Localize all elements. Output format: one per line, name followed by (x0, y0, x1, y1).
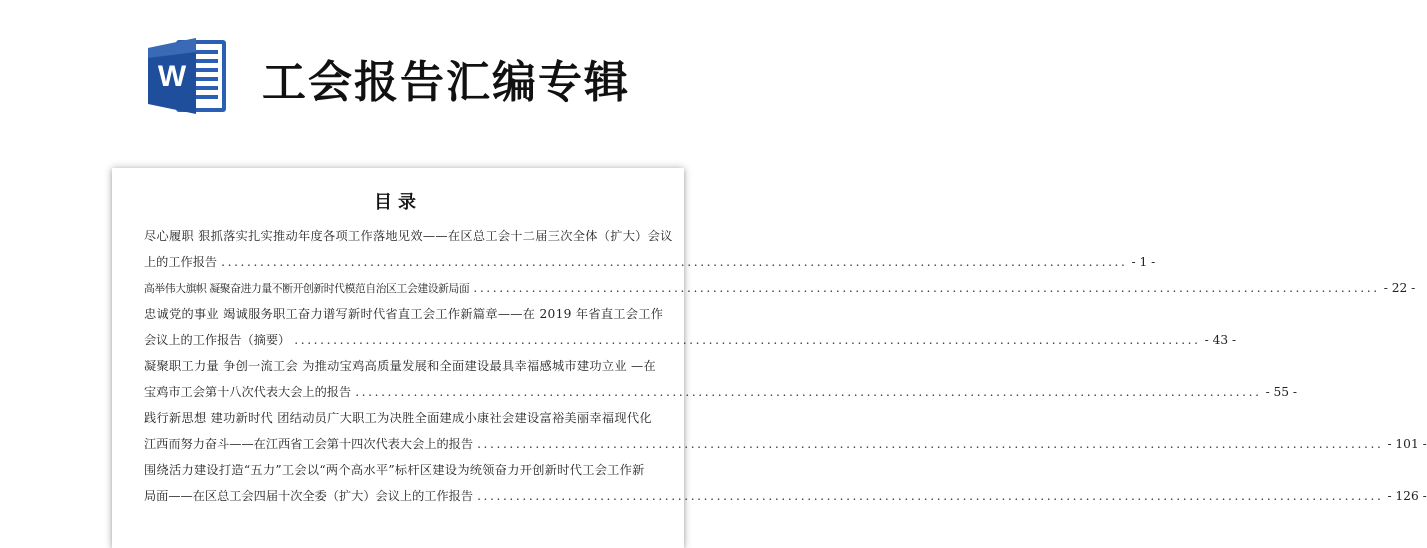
dot-leader: ............................................................................................................................................ (473, 281, 1380, 295)
toc-page-number: - 22 - (1383, 281, 1416, 295)
toc-entry-text: 会议上的工作报告（摘要） (144, 333, 291, 347)
toc-heading: 目录 (374, 192, 422, 213)
toc-entry-text: 局面——在区总工会四届十次全委（扩大）会议上的工作报告 (144, 489, 474, 503)
toc-page-number: - 1 - (1131, 255, 1156, 269)
logo-letter: W (157, 60, 187, 93)
header-band (0, 0, 800, 160)
word-logo-icon (146, 34, 230, 118)
dot-leader: ............................................................................................................................................ (221, 255, 1128, 269)
page-title: 工会报告汇编专辑 (262, 57, 630, 108)
toc-page-number: - 43 - (1204, 333, 1237, 347)
dot-leader: ............................................................................................................................................ (294, 333, 1201, 347)
toc-entry-6-line-1[interactable]: 围绕活力建设打造“五力”工会以“两个高水平”标杆区建设为统领奋力开创新时代工会工作新 (144, 463, 645, 477)
toc-entry-1-line-1[interactable]: 尽心履职 狠抓落实扎实推动年度各项工作落地见效——在区总工会十二届三次全体（扩大）会议 (144, 229, 673, 243)
dot-leader: ............................................................................................................................................ (477, 437, 1384, 451)
dot-leader: ............................................................................................................................................ (355, 385, 1262, 399)
toc-entry-text: 江西而努力奋斗——在江西省工会第十四次代表大会上的报告 (144, 437, 474, 451)
document-page (112, 168, 1427, 548)
toc-entry-text: 高举伟大旗帜 凝聚奋进力量不断开创新时代模范自治区工会建设新局面 (144, 282, 470, 295)
toc-entry-3-line-2[interactable] (144, 332, 1237, 348)
toc-page-number: - 55 - (1265, 385, 1298, 399)
toc-entry-4-line-2[interactable] (144, 384, 1298, 400)
toc-entry-6-line-2[interactable] (144, 488, 1427, 504)
toc-entry-5-line-1[interactable]: 践行新思想 建功新时代 团结动员广大职工为决胜全面建成小康社会建设富裕美丽幸福现代化 (144, 411, 652, 425)
toc-entry-3-line-1[interactable]: 忠诚党的事业 竭诚服务职工奋力谱写新时代省直工会工作新篇章——在 2019 年省直工会工作 (144, 307, 664, 321)
toc-entry-2[interactable] (144, 280, 1416, 296)
toc-page-number: - 126 - (1387, 489, 1427, 503)
toc-entry-text: 上的工作报告 (144, 255, 218, 269)
toc-entry-text: 宝鸡市工会第十八次代表大会上的报告 (144, 385, 352, 399)
toc-entry-4-line-1[interactable]: 凝聚职工力量 争创一流工会 为推动宝鸡高质量发展和全面建设最具幸福感城市建功立业 —在 (144, 359, 657, 373)
toc-entry-5-line-2[interactable] (144, 436, 1427, 452)
dot-leader: ............................................................................................................................................ (477, 489, 1384, 503)
toc-entry-1-line-2[interactable] (144, 254, 1156, 270)
toc-page-number: - 101 - (1387, 437, 1427, 451)
